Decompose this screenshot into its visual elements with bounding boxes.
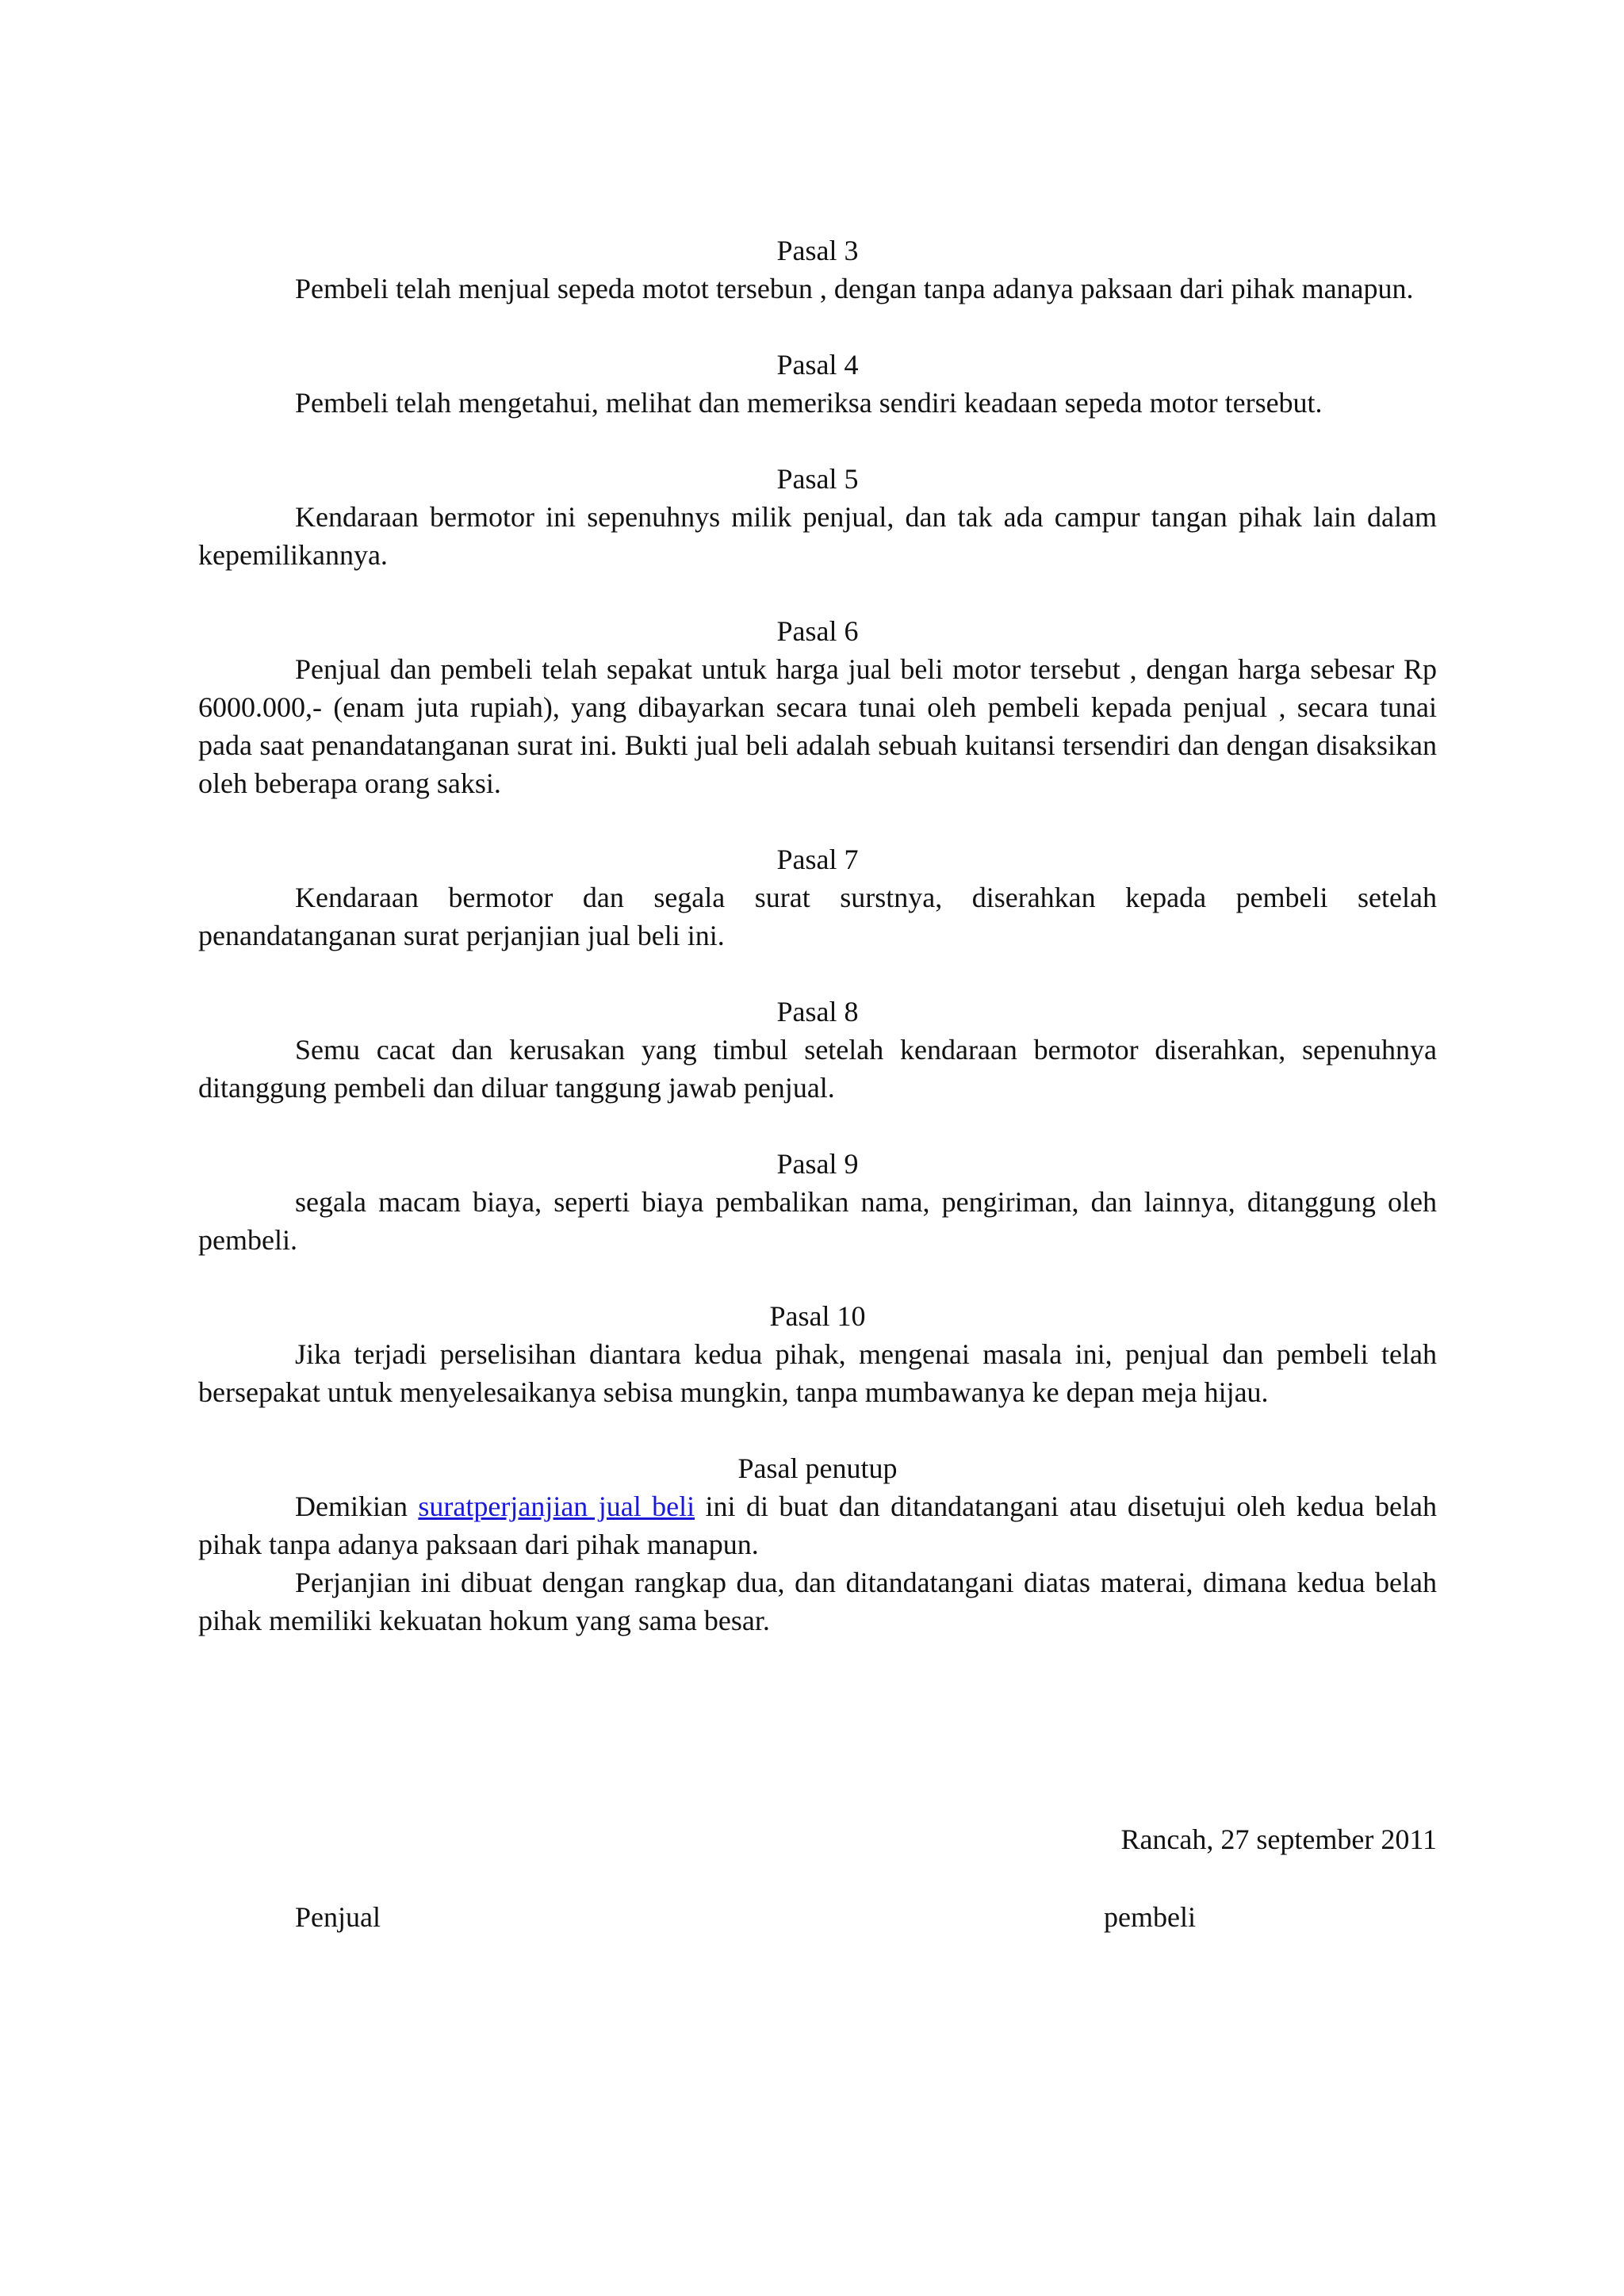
- article-pasal-8: [198, 993, 1437, 1107]
- article-paragraph: Pembeli telah mengetahui, melihat dan memeriksa sendiri keadaan sepeda motor tersebut.: [295, 387, 1323, 419]
- buyer-signature-label: pembeli: [1104, 1901, 1196, 1933]
- closing-text-after: ini di buat dan ditandatangani atau disetujui oleh kedua belah pihak tanpa adanya paksaan dari pihak manapun.: [198, 1490, 1438, 1560]
- article-heading: Pasal 8: [776, 996, 859, 1027]
- article-pasal-9: [198, 1145, 1437, 1259]
- closing-paragraph-1: [198, 1487, 1437, 1563]
- seller-signature-label: Penjual: [295, 1901, 381, 1933]
- article-heading: Pasal 10: [769, 1300, 866, 1332]
- article-pasal-6: [198, 612, 1437, 802]
- document-body: [198, 232, 1437, 1678]
- article-paragraph: Penjual dan pembeli telah sepakat untuk harga jual beli motor tersebut , dengan harga sebesar Rp 6000.000,- (enam juta rupiah), yang dibayarkan secara tunai oleh pembeli kepada penjual , secara tunai pada saat penandatanganan surat ini. Bukti jual beli adalah sebuah kuitansi tersendiri dan dengan disaksikan oleh beberapa orang saksi.: [198, 653, 1437, 799]
- article-paragraph: segala macam biaya, seperti biaya pembalikan nama, pengiriman, dan lainnya, ditanggung oleh pembeli.: [198, 1186, 1437, 1256]
- article-heading: Pasal 5: [776, 463, 859, 495]
- article-heading: Pasal 6: [776, 615, 859, 647]
- article-pasal-5: [198, 460, 1437, 574]
- place-date-line: Rancah, 27 september 2011: [1120, 1823, 1437, 1855]
- article-heading: Pasal 9: [776, 1148, 859, 1180]
- article-pasal-10: [198, 1297, 1437, 1411]
- article-pasal-3: [198, 232, 1437, 308]
- article-heading: Pasal 4: [776, 349, 859, 381]
- closing-paragraph-2: Perjanjian ini dibuat dengan rangkap dua, dan ditandatangani diatas materai, dimana kedua belah pihak memiliki kekuatan hokum yang sama besar.: [198, 1567, 1437, 1636]
- article-paragraph: Pembeli telah menjual sepeda motot tersebun , dengan tanpa adanya paksaan dari pihak manapun.: [295, 273, 1414, 304]
- article-paragraph: Semu cacat dan kerusakan yang timbul setelah kendaraan bermotor diserahkan, sepenuhnya ditanggung pembeli dan diluar tanggung jawab penjual.: [198, 1034, 1437, 1104]
- article-paragraph: Kendaraan bermotor ini sepenuhnys milik penjual, dan tak ada campur tangan pihak lain dalam kepemilikannya.: [198, 501, 1437, 571]
- article-heading: Pasal penutup: [737, 1452, 898, 1484]
- surat-perjanjian-link[interactable]: suratperjanjian jual beli: [418, 1490, 695, 1522]
- article-paragraph: Jika terjadi perselisihan diantara kedua pihak, mengenai masala ini, penjual dan pembeli telah bersepakat untuk menyelesaikanya sebisa mungkin, tanpa mumbawanya ke depan meja hijau.: [198, 1338, 1437, 1408]
- closing-text-before: Demikian: [295, 1490, 419, 1522]
- article-pasal-7: [198, 840, 1437, 955]
- article-pasal-4: [198, 346, 1437, 422]
- article-heading: Pasal 3: [776, 235, 859, 266]
- article-heading: Pasal 7: [776, 844, 859, 875]
- article-pasal-penutup: [198, 1449, 1437, 1640]
- article-paragraph: Kendaraan bermotor dan segala surat surstnya, diserahkan kepada pembeli setelah penandatanganan surat perjanjian jual beli ini.: [198, 882, 1437, 951]
